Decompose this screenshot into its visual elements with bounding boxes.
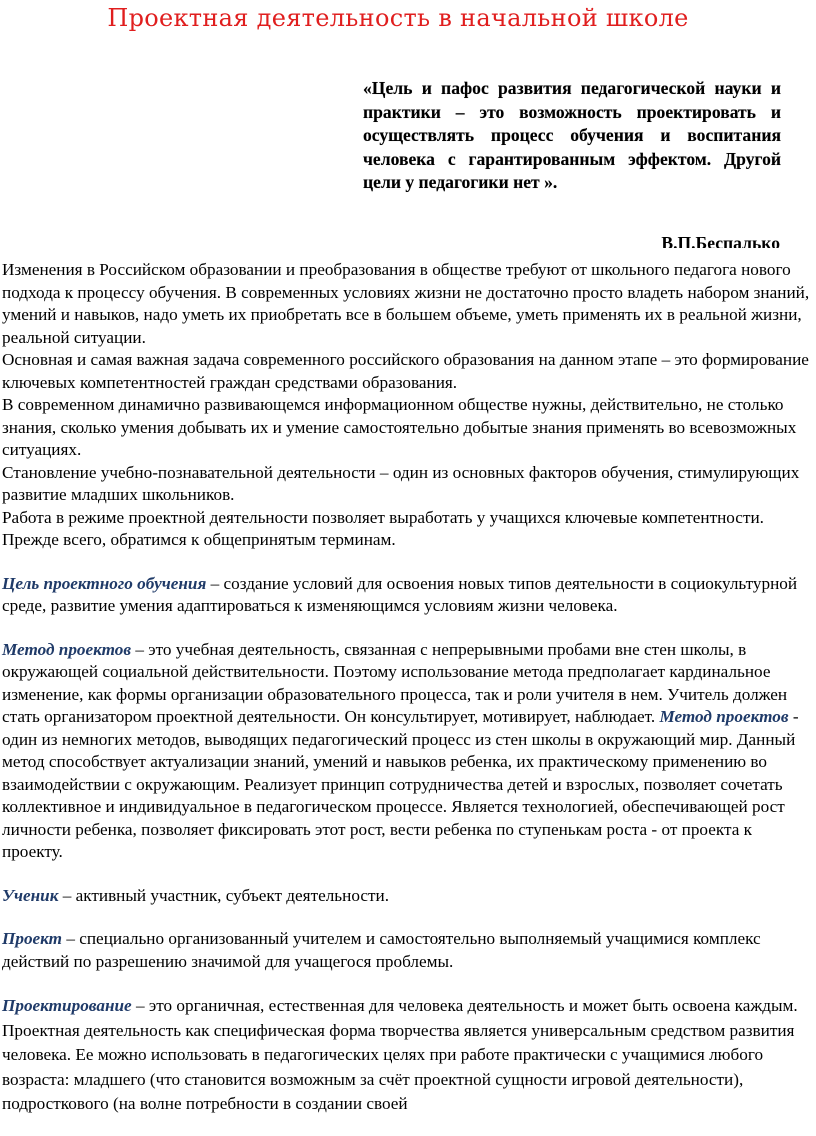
paragraph: В современном динамично развивающемся информационном обществе нужны, действительно, не столько знания, сколько умения добывать их и умение самостоятельно добытые знания применять во всевозможных ситуациях. [2, 395, 797, 459]
definition-text: – активный участник, субъект деятельности. [58, 885, 389, 905]
definition-designing [2, 994, 814, 1117]
definition-student [2, 885, 814, 908]
definition-goal [2, 573, 814, 618]
definition-term: Проект [2, 929, 63, 948]
document-body [2, 259, 814, 1117]
paragraph: Работа в режиме проектной деятельности позволяет выработать у учащихся ключевые компетентности. Прежде всего, обратимся к общепринятым терминам. [2, 507, 764, 549]
definition-text-continued: - один из немногих методов, выводящих педагогический процесс из стен школы в окружающий мир. Данный метод способствует актуализации знаний, умений и навыков ребенка, их практическому применению во взаимодействии с окружающим. Реализует принцип сотрудничества детей и взрослых, позволяет сочетать коллективное и индивидуальное в педагогическом процессе. Является технологией, обеспечивающей рост личности ребенка, позволяет фиксировать этот рост, вести ребенка по ступенькам роста - от проекта к проекту. [2, 707, 799, 861]
definition-project [2, 928, 814, 973]
definition-project-method [2, 639, 814, 864]
definition-term: Метод проектов [2, 639, 132, 659]
epigraph-author: В.П.Беспалько [661, 233, 780, 248]
definition-text: – создание условий для освоения новых типов деятельности в социокультурной среде, развитие умения адаптироваться к изменяющимся условиям жизни человека. [2, 573, 798, 615]
epigraph-quote: «Цель и пафос развития педагогической науки и практики – это возможность проектировать и осуществлять процесс обучения и воспитания человека с гарантированным эффектом. Другой цели у педагогики нет ». [363, 78, 781, 192]
definition-term: Проектирование [2, 996, 132, 1015]
definition-text: – это органичная, естественная для человека деятельность и может быть освоена каждым. Проектная деятельность как специфическая форма творчества является универсальным средством развития человека. Ее можно использовать в педагогических целях при работе практически с учащимися любого возраста: младшего (что становится возможным за счёт проектной сущности игровой деятельности), подросткового (на волне потребности в создании своей [2, 996, 798, 1113]
paragraph: Основная и самая важная задача современного российского образования на данном этапе – это формирование ключевых компетентностей граждан средствами образования. [2, 350, 809, 392]
definition-term-inline: Метод проектов [659, 707, 789, 726]
definition-term: Цель проектного обучения [2, 573, 207, 593]
definition-text: – специально организованный учителем и самостоятельно выполняемый учащимися комплекс действий по разрешению значимой для учащегося проблемы. [2, 929, 761, 971]
paragraph: Изменения в Российском образовании и преобразования в обществе требуют от школьного педагога нового подхода к процессу обучения. В современных условиях жизни не достаточно просто владеть набором знаний, умений и навыков, надо уметь их приобретать все в большем объеме, уметь применять их в реальной жизни, реальной ситуации. [2, 260, 810, 347]
paragraph: Становление учебно-познавательной деятельности – один из основных факторов обучения, стимулирующих развитие младших школьников. [2, 462, 800, 504]
page-title: Проектная деятельность в начальной школе [107, 4, 689, 32]
definition-text: – это учебная деятельность, связанная с непрерывными пробами вне стен школы, в окружающей социальной действительности. Поэтому использование метода предполагает кардинальное изменение, как формы организации образовательного процесса, так и роли учителя в нем. Учитель должен стать организатором проектной деятельности. Он консультирует, мотивирует, наблюдает. [2, 639, 788, 726]
definition-term: Ученик [2, 885, 59, 905]
